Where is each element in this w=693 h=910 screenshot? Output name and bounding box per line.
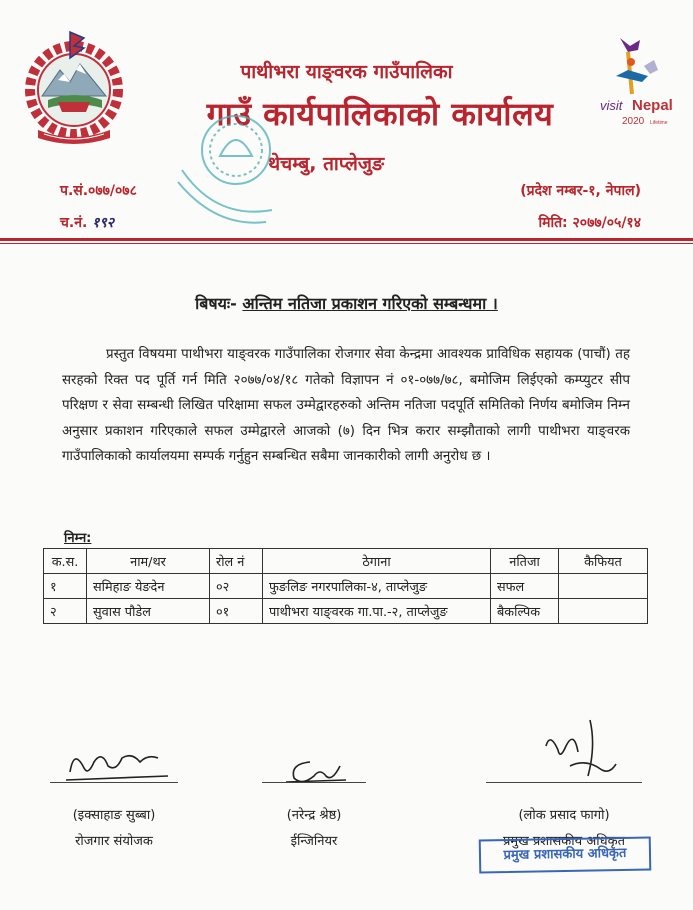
ref-number [60, 213, 114, 232]
col-header: नतिजा [491, 549, 559, 574]
table-cell: समिहाङ येङदेन [87, 574, 210, 599]
svg-text:Nepal: Nepal [632, 97, 673, 114]
col-header: कैफियत [559, 549, 648, 574]
signatory-name: (नरेन्द्र श्रेष्ठ) [286, 808, 342, 823]
table-cell: ०२ [210, 574, 263, 599]
designation-stamp: प्रमुख प्रशासकीय अधिकृत [479, 837, 652, 874]
signatory-name: (लोक प्रसाद फागो) [518, 808, 610, 823]
signature-line [486, 782, 642, 783]
signature-block-2 [262, 782, 366, 849]
table-header-row [44, 549, 648, 574]
col-header: रोल नं [210, 549, 263, 574]
fiscal-year: प.सं.०७७/०७८ [60, 183, 137, 199]
subject-line [0, 292, 693, 314]
table-row [44, 599, 648, 624]
table-cell: सफल [491, 574, 559, 599]
table-cell: २ [44, 599, 87, 624]
letter-body [62, 342, 630, 470]
signature-line [262, 782, 366, 783]
letter-date: मिति: २०७७/०५/१४ [538, 215, 641, 231]
header-divider-thin [0, 243, 693, 244]
office-seal-stamp-icon [176, 110, 286, 230]
table-row [44, 574, 648, 599]
svg-text:2020: 2020 [622, 116, 645, 127]
signatory-designation: रोजगार संयोजक [75, 834, 153, 849]
col-header: क.स. [44, 549, 87, 574]
ref-label: च.नं. [60, 215, 88, 231]
svg-text:Lifetime: Lifetime [650, 120, 668, 126]
svg-text:visit: visit [600, 98, 623, 113]
table-cell [559, 599, 648, 624]
org-name: पाथीभरा याङ्वरक गाउँपालिका [240, 61, 453, 83]
signature-icon [530, 716, 620, 784]
table-cell: सुवास पौडेल [87, 599, 210, 624]
table-cell: पाथीभरा याङ्वरक गा.पा.-२, ताप्लेजुङ [263, 599, 491, 624]
table-cell [559, 574, 648, 599]
subject-prefix: बिषयः- [195, 294, 237, 313]
subject-text: अन्तिम नतिजा प्रकाशन गरिएको सम्बन्धमा । [242, 294, 498, 313]
ref-value: १९२ [92, 215, 115, 231]
office-location: थेचम्बु, ताप्लेजुङ [268, 153, 385, 175]
col-header: ठेगाना [263, 549, 491, 574]
list-label: निम्न: [64, 531, 92, 546]
table-cell: ०१ [210, 599, 263, 624]
results-table [43, 548, 648, 624]
table-cell: १ [44, 574, 87, 599]
col-header: नाम/थर [87, 549, 210, 574]
office-title: गाउँ कार्यपालिकाको कार्यालय [206, 95, 554, 133]
signatory-designation: ईन्जिनियर [290, 834, 338, 849]
signatory-designation: प्रमुख प्रशासकीय अधिकृत [502, 834, 626, 849]
header-divider [0, 238, 693, 241]
signature-line [50, 782, 178, 783]
signature-icon [62, 742, 172, 784]
signature-block-1 [50, 782, 178, 849]
table-cell: बैकल्पिक [491, 599, 559, 624]
body-paragraph: प्रस्तुत विषयमा पाथीभरा याङ्वरक गाउँपालिका रोजगार सेवा केन्द्रमा आवश्यक प्राविधिक सहायक (पाचौं) तह सरहको रिक्त पद पूर्ति गर्न मिति २०७७/०४/१८ गतेको विज्ञापन नं ०१-०७७/७८, बमोजिम लिईएको कम्प्युटर सीप परिक्षण र सेवा सम्बन्धी लिखित परिक्षामा सफल उम्मेद्वारहरुको अन्तिम नतिजा पदपूर्ति समितिको निर्णय बमोजिम निम्न अनुसार प्रकाशन गरिएकाले सफल उम्मेद्वारले आजको (७) दिन भित्र करार सम्झौताको लागी पाथीभरा याङ्वरक गाउँपालिकाको कार्यालयमा सम्पर्क गर्नुहुन सम्बन्धित सबैमा जानकारीको लागी अनुरोध छ । [62, 347, 630, 464]
signatory-name: (इक्साहाङ सुब्बा) [72, 808, 156, 823]
table-cell: फुङलिङ नगरपालिका-४, ताप्लेजुङ [263, 574, 491, 599]
province: (प्रदेश नम्बर-१, नेपाल) [520, 183, 641, 199]
